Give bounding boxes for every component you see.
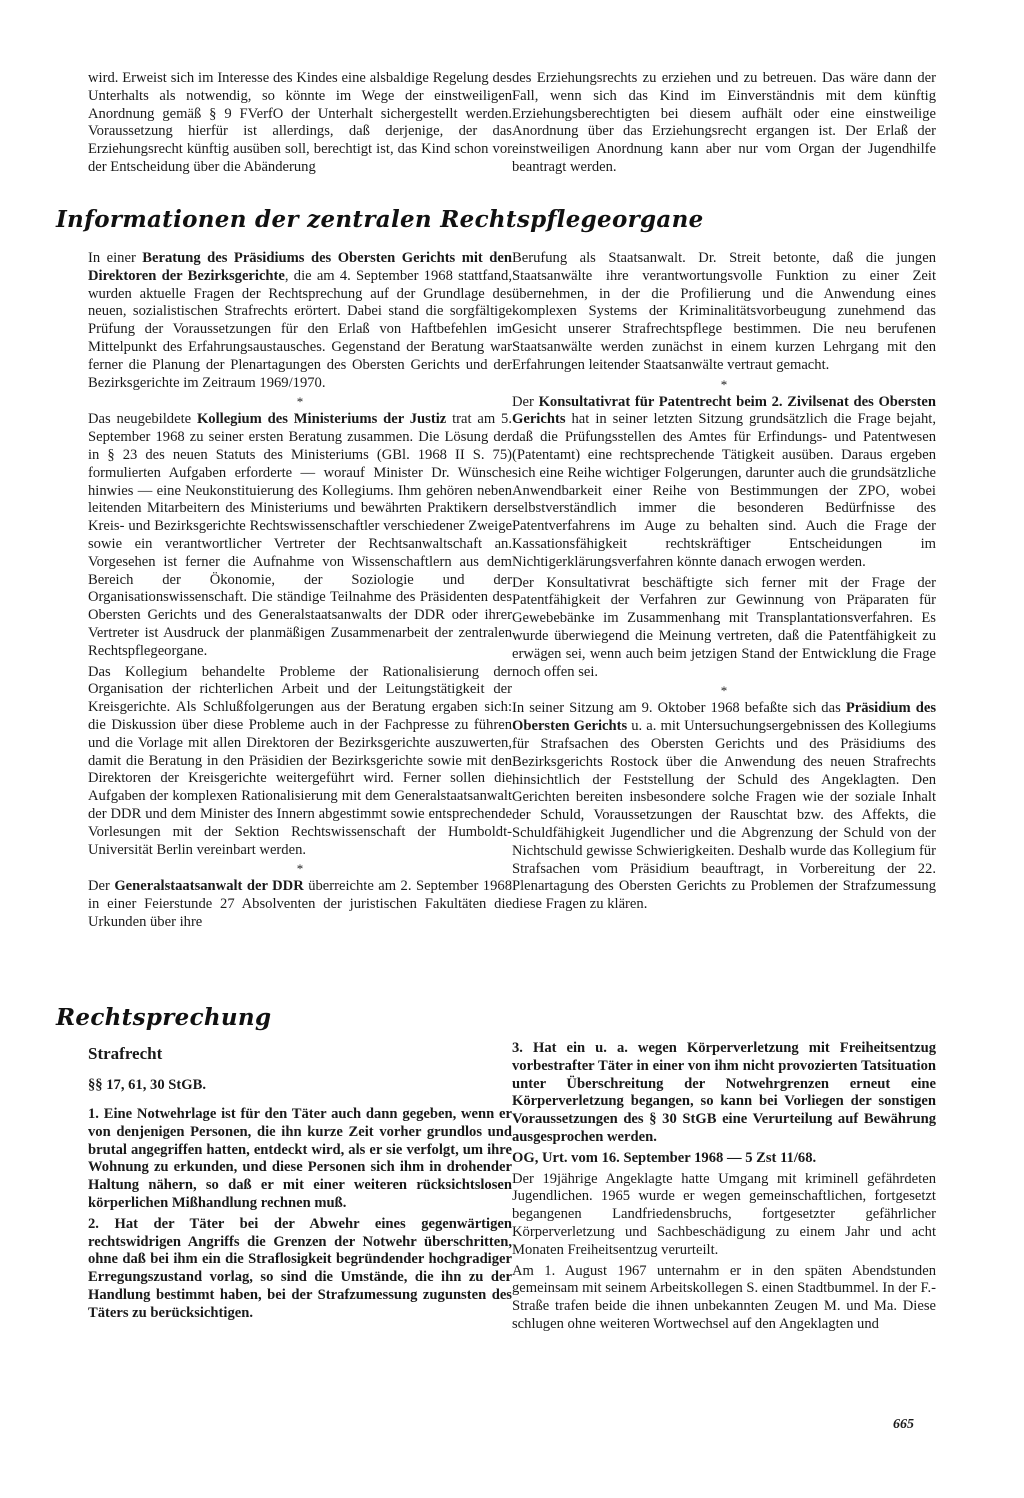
bold-text: Beratung des Präsidiums des Obersten Gerichts mit den Direktoren der Bezirksgerichte — [88, 250, 512, 284]
paragraph — [512, 700, 936, 914]
text: trat am 5. September 1968 zu seiner ersten Beratung zusammen. Die Lösung der in § 23 des neuen Statuts des Ministeriums (GBl. 1968 II S. 75) formulierten Aufgaben erforderte — worauf Minister Dr. Wünsche hinwies — eine Neukonstituierung des Kollegiums. Ihm gehören neben leitenden Mitarbeitern des Ministeriums und bewährten Praktikern der Kreis- und Bezirksgerichte Rechtswissenschaftler verschiedener Zweige sowie ein verantwortlicher Vertreter der Rechtsanwaltschaft an. Vorgesehen ist ferner die Aufnahme von Wissenschaftlern aus dem Bereich der Ökonomie, der Soziologie und der Organisationswissenschaft. Die ständige Teilnahme des Präsidenten des Obersten Gerichts und des Generalstaatsanwalts der DDR oder ihrer Vertreter ist Ausdruck der planmäßigen Zusammenarbeit der zentralen Rechtspflegeorgane. — [88, 411, 512, 659]
headnote-2: 2. Hat der Täter bei der Abwehr eines gegenwärtigen rechtswidrigen Angriffs die Grenzen der Notwehr überschritten, ohne daß bei ihm ein die Straflosigkeit begründender hochgradiger Erregungszustand vorlag, so sind die Umstände, die ihn zu der Handlung bestimmt haben, bei der Strafzumessung zugunsten des Täters zu berücksichtigen. — [88, 1215, 512, 1321]
paragraph: Das Kollegium behandelte Probleme der Rationalisierung der Organisation der richterlichen Arbeit und der Leitungstätigkeit der Kreisgerichte. Als Schlußfolgerungen aus der Beratung ergaben sich: die Diskussion über diese Probleme auch in der Fachpresse zu führen und die Vorlage mit allen Direktoren der Bezirksgerichte auszuwerten, damit die Beratung in den Präsidien der Bezirksgerichte sowie mit den Direktoren der Kreisgerichte weitergeführt wird. Ferner sollen die Aufgaben der komplexen Rationalisierung mit dem Generalstaatsanwalt der DDR und dem Minister des Innern abgestimmt sowie entsprechende Vorlesungen mit der Sektion Rechtswissenschaft der Humboldt-Universität Berlin vereinbart werden. — [88, 663, 512, 858]
top-right-column — [512, 70, 936, 180]
text: Der — [88, 878, 115, 895]
top-left-paragraph: wird. Erweist sich im Interesse des Kindes eine alsbaldige Regelung des Unterhalts als notwendig, so könnte im Wege der einstweiligen Anordnung gemäß § 9 FVerfO der Unterhalt sichergestellt werden. Voraussetzung hierfür ist allerdings, daß derjenige, der das Erziehungsrecht künftig ausüben soll, berechtigt ist, das Kind schon vor der Entscheidung über die Abänderung — [88, 70, 512, 175]
bold-text: Kollegium des Ministeriums der Justiz — [196, 411, 447, 428]
text: Das neugebildete — [88, 411, 197, 428]
separator-star: * — [296, 394, 304, 410]
paragraph: Am 1. August 1967 unternahm er in den späten Abendstunden gemeinsam mit seinem Arbeitskollegen S. einen Stadtbummel. In der F.-Straße trafen beide die ihnen unbekannten Zeugen M. und Ma. Diese schlugen ohne weiteren Wortwechsel auf den Angeklagten und — [512, 1262, 936, 1332]
text: hat in seiner letzten Sitzung grundsätzlich die Frage bejaht, daß die Prüfungsstellen des Amtes für Erfindungs- und Patentwesen (Patentamt) eine rechtsprechende Tätigkeit ausüben. Daraus ergeben sich eine Reihe wichtiger Folgerungen, darunter auch die grundsätzliche Anwendbarkeit einer Reihe von Bestimmungen der ZPO, wobei selbstverständlich immer die besonderen Bedürfnisse des Patentverfahrens im Auge zu behalten sind. Auch die Frage der Kassationsfähigkeit rechtskräftiger Entscheidungen im Nichtigerklärungsverfahren könnte danach erwogen werden. — [512, 411, 936, 570]
paragraph — [88, 878, 512, 931]
headnote-3: 3. Hat ein u. a. wegen Körperverletzung mit Freiheitsentzug vorbestrafter Täter in einer von ihm nicht provozierten Tatsituation unter Überschreitung der Notwehrgrenzen erneut eine Körperverletzung begangen, so kann bei Vorliegen der sonstigen Voraussetzungen des § 30 StGB eine Verurteilung auf Bewährung ausgesprochen werden. — [512, 1040, 936, 1145]
text: , die am 4. September 1968 stattfand, wurden aktuelle Fragen der Rechtsprechung auf der Grundlage des neuen, sozialistischen Strafrechts erörtert. Dabei stand die sorgfältige Prüfung der Voraussetzungen für den Erlaß von Haftbefehlen im Mittelpunkt des Erfahrungsaustausches. Gegenstand der Beratung war ferner die Planung der Plenartagungen des Obersten Gerichts und der Bezirksgerichte im Zeitraum 1969/1970. — [88, 267, 512, 391]
court-citation: OG, Urt. vom 16. September 1968 — 5 Zst 11/68. — [512, 1149, 817, 1166]
subheading-strafrecht: Strafrecht — [88, 1044, 163, 1063]
section1-right-column — [512, 250, 936, 917]
paragraph — [88, 411, 512, 660]
text: u. a. mit Untersuchungsergebnissen des Kollegiums für Strafsachen des Obersten Gerichts und des Präsidiums des Bezirksgerichts Rostock über die Anwendung des neuen Strafrechts hinsichtlich der Feststellung der Schuld des Angeklagten. Den Gerichten bereiten insbesondere solche Fragen wie der soziale Inhalt der Schuld, Voraussetzungen der Rauschtat bzw. des Affekts, die Schuldfähigkeit Jugendlicher und die Abgrenzung der Schuld von der Nichtschuld gewisse Schwierigkeiten. Deshalb wurde das Kollegium für Strafsachen vom Präsidium beauftragt, in Vorbereitung der 22. Plenartagung des Obersten Gerichts zu Problemen der Strafzumessung diese Fragen zu klären. — [512, 718, 937, 913]
section-heading-informationen: Informationen der zentralen Rechtspflegeorgane — [56, 206, 704, 233]
text: In einer — [88, 250, 143, 266]
text: überreichte am 2. September 1968 in einer Feierstunde 27 Absolventen der juristischen Fakultäten die Urkunden über ihre — [88, 878, 512, 930]
bold-text: Präsidium des Obersten Gerichts — [512, 700, 937, 735]
bold-text: Konsultativrat für Patentrecht beim 2. Zivilsenat des Obersten Gerichts — [512, 393, 936, 428]
headnote-1: 1. Eine Notwehrlage ist für den Täter auch dann gegeben, wenn er von denjenigen Personen, die ihn kurze Zeit vorher grundlos und brutal angegriffen hatten, entdeckt wird, als er sie verfolgt, um ihre Wohnung zu erkunden, und diese Personen sich ihm in drohender Haltung nähern, so daß er mit einer weiteren rücksichtslosen körperlichen Mißhandlung rechnen muß. — [88, 1106, 512, 1211]
top-right-paragraph: des Erziehungsrechts zu erziehen und zu betreuen. Das wäre dann der Fall, wenn sich das Kind im Einverständnis mit dem künftig Erziehungsberechtigten bei diesem aufhält oder eine einstweilige Anordnung über das Erziehungsrecht ergangen ist. Der Erlaß der einstweiligen Anordnung kann aber nur vom Organ der Jugendhilfe beantragt werden. — [512, 70, 936, 175]
text: Der — [512, 393, 539, 410]
statute-reference: §§ 17, 61, 30 StGB. — [88, 1077, 206, 1093]
bold-text: Generalstaatsanwalt der DDR — [114, 878, 304, 895]
page-number: 665 — [893, 1417, 914, 1432]
section2-left-column — [88, 1106, 512, 1326]
paragraph: Der Konsultativrat beschäftigte sich ferner mit der Frage der Patentfähigkeit der Verfahren zur Gewinnung von Präparaten für Gewebebänke im Zusammenhang mit Transplantationsverfahren. Es wurde überwiegend die Meinung vertreten, daß die Patentfähigkeit zu erwägen sei, wenn auch beim jetzigen Stand der Entwicklung die Frage noch offen sei. — [512, 574, 936, 680]
section2-right-column — [512, 1040, 936, 1337]
separator-star: * — [720, 376, 728, 392]
section-heading-rechtsprechung: Rechtsprechung — [56, 1004, 272, 1031]
section1-left-column — [88, 250, 512, 935]
paragraph: Der 19jährige Angeklagte hatte Umgang mit kriminell gefährdeten Jugendlichen. 1965 wurde er wegen gemeinschaftlichen, fortgesetzt begangenen Landfriedensbruchs, fortgesetzter gefährlicher Körperverletzung und Sachbeschädigung zu einem Jahr und acht Monaten Freiheitsentzug verurteilt. — [512, 1170, 936, 1258]
separator-star: * — [720, 683, 728, 699]
separator-star: * — [296, 861, 304, 877]
paragraph — [512, 394, 936, 572]
paragraph: Berufung als Staatsanwalt. Dr. Streit betonte, daß die jungen Staatsanwälte ihre verantwortungsvolle Funktion zu einer Zeit übernehmen, in der die Profilierung und die Anwendung eines komplexen Systems der Kriminalitätsvorbeugung zunehmend das Gesicht unserer Strafrechtspflege bestimmen. Die neu berufenen Staatsanwälte werden zunächst in einem kurzen Lehrgang mit den Erfahrungen leitender Staatsanwälte vertraut gemacht. — [512, 250, 936, 373]
text: In seiner Sitzung am 9. Oktober 1968 befaßte sich das — [512, 700, 846, 717]
top-left-column — [88, 70, 512, 180]
paragraph — [88, 250, 512, 392]
